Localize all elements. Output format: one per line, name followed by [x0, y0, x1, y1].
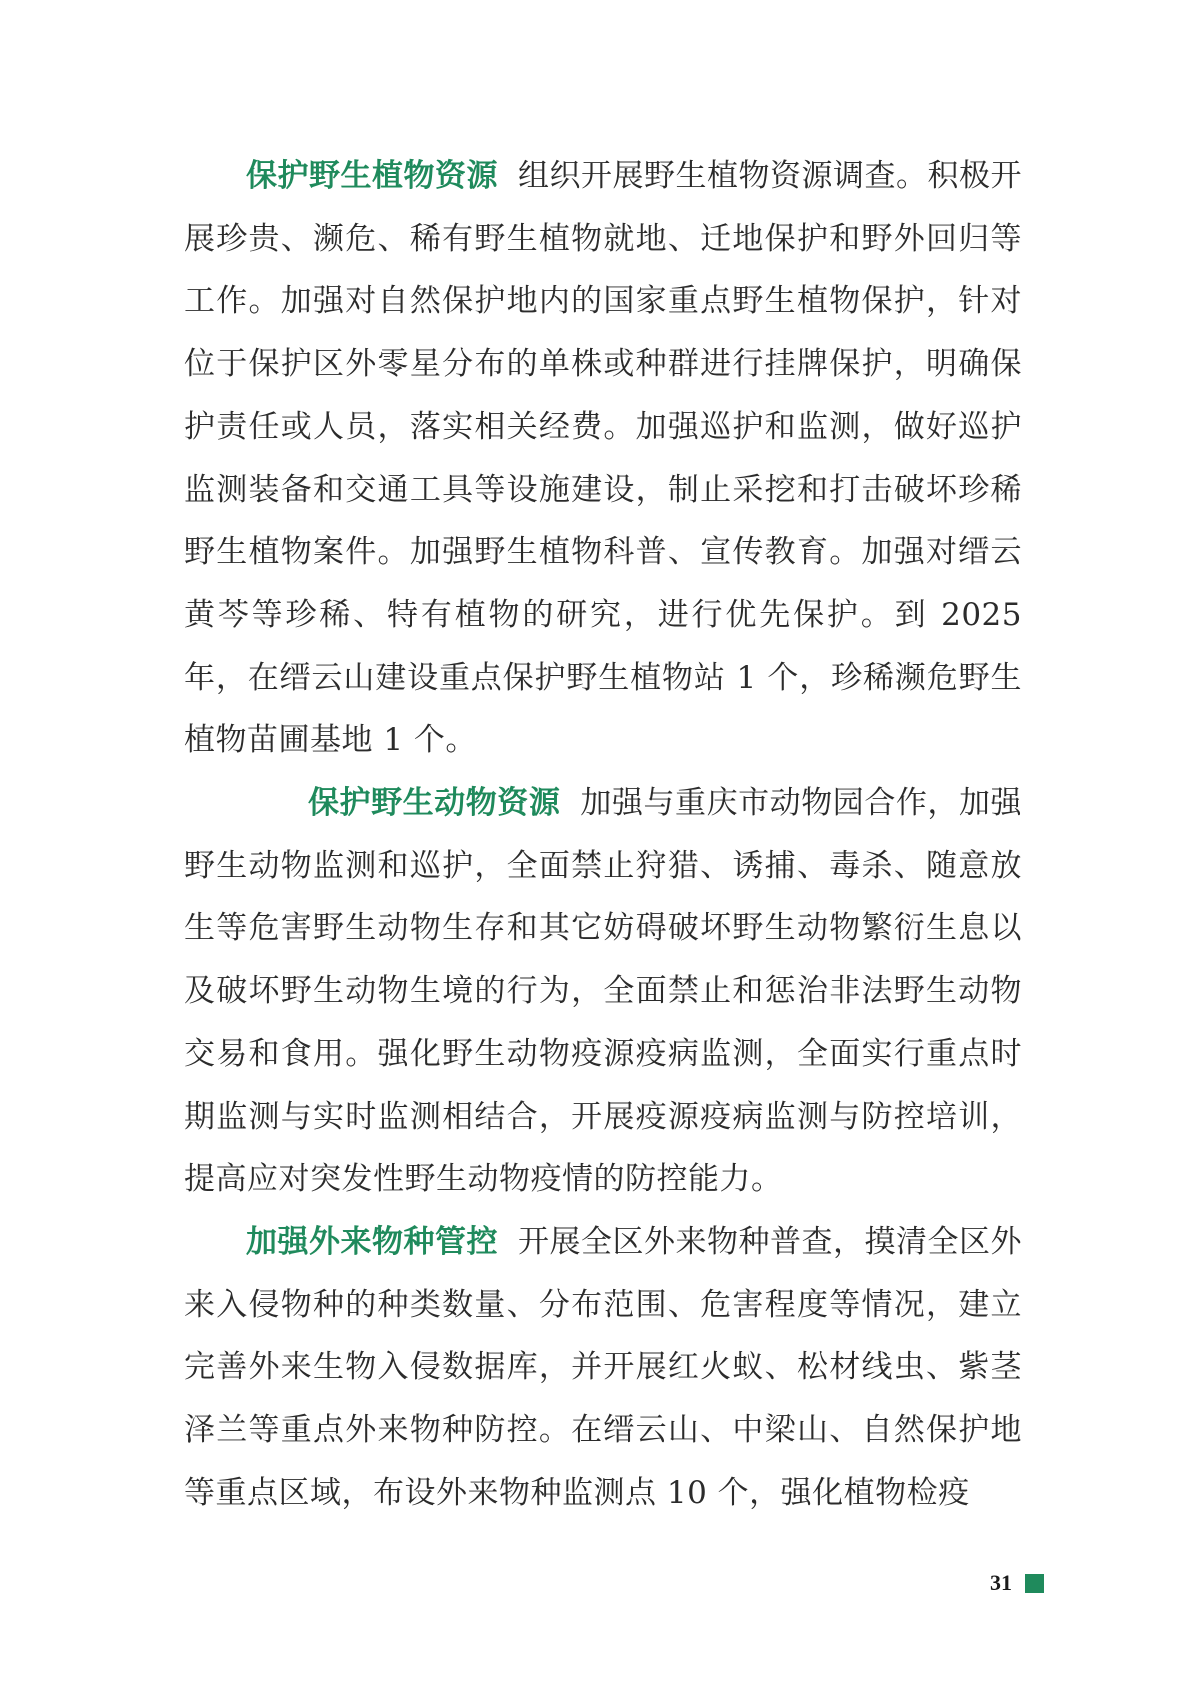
paragraph-text-invasive-species: 开展全区外来物种普查，摸清全区外来入侵物种的种类数量、分布范围、危害程度等情况，建立完善外来生物入侵数据库，并开展红火蚁、松材线虫、紫茎泽兰等重点外来物种防控。在缙云山、中梁山、自然保护地等重点区域，布设外来物种监测点 10 个，强化植物检疫: [184, 1223, 1022, 1511]
page-number: 31: [990, 1570, 1012, 1595]
heading-wild-animals: 保护野生动物资源: [308, 785, 561, 822]
paragraph-invasive-species: [184, 1211, 1022, 1525]
heading-invasive-species: 加强外来物种管控: [246, 1223, 498, 1260]
page-marker-square: [1025, 1574, 1044, 1593]
paragraph-wild-animals: [184, 772, 1022, 1211]
body-content: [184, 145, 1022, 1524]
paragraph-wild-plants: [184, 145, 1022, 772]
paragraph-text-wild-animals: 加强与重庆市动物园合作，加强野生动物监测和巡护，全面禁止狩猎、诱捕、毒杀、随意放生等危害野生动物生存和其它妨碍破坏野生动物繁衍生息以及破坏野生动物生境的行为，全面禁止和惩治非法野生动物交易和食用。强化野生动物疫源疫病监测，全面实行重点时期监测与实时监测相结合，开展疫源疫病监测与防控培训，提高应对突发性野生动物疫情的防控能力。: [184, 785, 1023, 1198]
heading-wild-plants: 保护野生植物资源: [246, 158, 498, 194]
paragraph-text-wild-plants: 组织开展野生植物资源调查。积极开展珍贵、濒危、稀有野生植物就地、迁地保护和野外回归等工作。加强对自然保护地内的国家重点野生植物保护，针对位于保护区外零星分布的单株或种群进行挂牌保护，明确保护责任或人员，落实相关经费。加强巡护和监测，做好巡护监测装备和交通工具等设施建设，制止采挖和打击破坏珍稀野生植物案件。加强野生植物科普、宣传教育。加强对缙云黄芩等珍稀、特有植物的研究，进行优先保护。到 2025 年，在缙云山建设重点保护野生植物站 1 个，珍稀濒危野生植物苗圃基地 1 个。: [184, 158, 1022, 759]
